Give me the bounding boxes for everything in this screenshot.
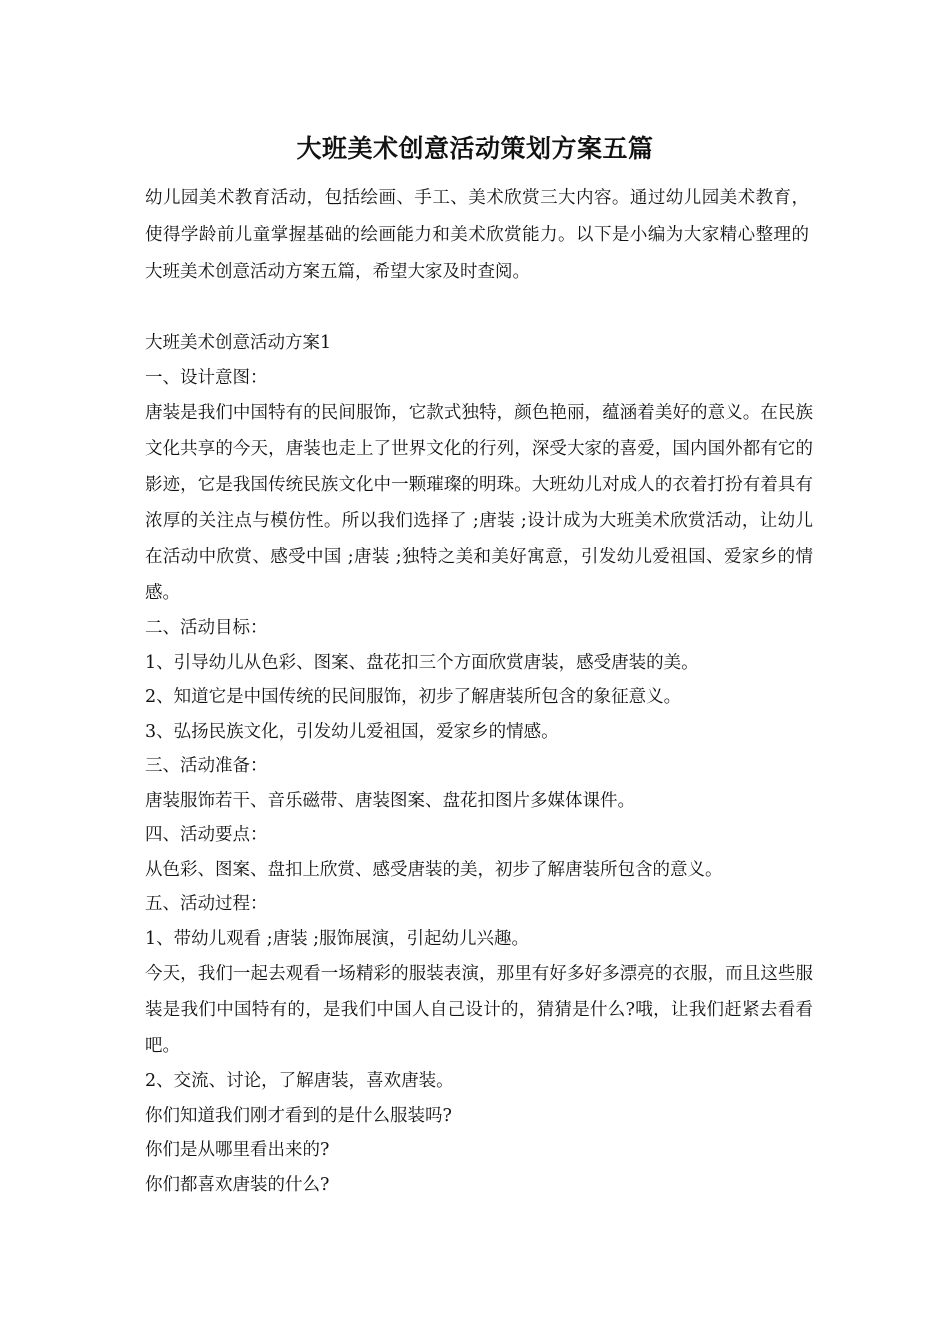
paragraph: 今天，我们一起去观看一场精彩的服装表演，那里有好多好多漂亮的衣服，而且这些服装是我们中国特有的，是我们中国人自己设计的，猜猜是什么?哦，让我们赶紧去看看吧。	[145, 964, 813, 1056]
section-heading: 四、活动要点：	[145, 825, 268, 845]
section-heading: 三、活动准备：	[145, 756, 268, 776]
section-heading: 二、活动目标：	[145, 618, 268, 638]
document-body	[145, 326, 813, 1202]
list-item: 1、引导幼儿从色彩、图案、盘花扣三个方面欣赏唐装，感受唐装的美。	[145, 652, 699, 673]
list-item: 2、知道它是中国传统的民间服饰，初步了解唐装所包含的象征意义。	[145, 687, 682, 707]
paragraph: 你们都喜欢唐装的什么?	[145, 1174, 330, 1195]
paragraph: 唐装服饰若干、音乐磁带、唐装图案、盘花扣图片多媒体课件。	[145, 790, 635, 811]
paragraph: 从色彩、图案、盘扣上欣赏、感受唐装的美，初步了解唐装所包含的意义。	[145, 859, 723, 880]
list-item: 1、带幼儿观看 ;唐装 ;服饰展演，引起幼儿兴趣。	[145, 928, 530, 949]
document-title: 大班美术创意活动策划方案五篇	[296, 134, 654, 163]
list-item: 3、弘扬民族文化，引发幼儿爱祖国，爱家乡的情感。	[145, 721, 559, 742]
list-item: 2、交流、讨论，了解唐装，喜欢唐装。	[145, 1071, 454, 1091]
section-heading: 大班美术创意活动方案1	[145, 333, 332, 353]
section-heading: 五、活动过程：	[145, 894, 268, 914]
paragraph: 唐装是我们中国特有的民间服饰，它款式独特，颜色艳丽，蕴涵着美好的意义。在民族文化共享的今天，唐装也走上了世界文化的行列，深受大家的喜爱，国内国外都有它的影迹，它是我国传统民族文化中一颗璀璨的明珠。大班幼儿对成人的衣着打扮有着具有浓厚的关注点与模仿性。所以我们选择了 ;唐装 ;设计成为大班美术欣赏活动，让幼儿在活动中欣赏、感受中国 ;唐装 ;独特之美和美好寓意，引发幼儿爱祖国、爱家乡的情感。	[145, 403, 813, 603]
paragraph: 你们知道我们刚才看到的是什么服装吗?	[145, 1105, 452, 1126]
paragraph: 你们是从哪里看出来的?	[145, 1140, 330, 1160]
intro-paragraph: 幼儿园美术教育活动，包括绘画、手工、美术欣赏三大内容。通过幼儿园美术教育，使得学龄前儿童掌握基础的绘画能力和美术欣赏能力。以下是小编为大家精心整理的大班美术创意活动方案五篇，希望大家及时查阅。	[145, 188, 809, 282]
section-heading: 一、设计意图：	[145, 367, 268, 388]
